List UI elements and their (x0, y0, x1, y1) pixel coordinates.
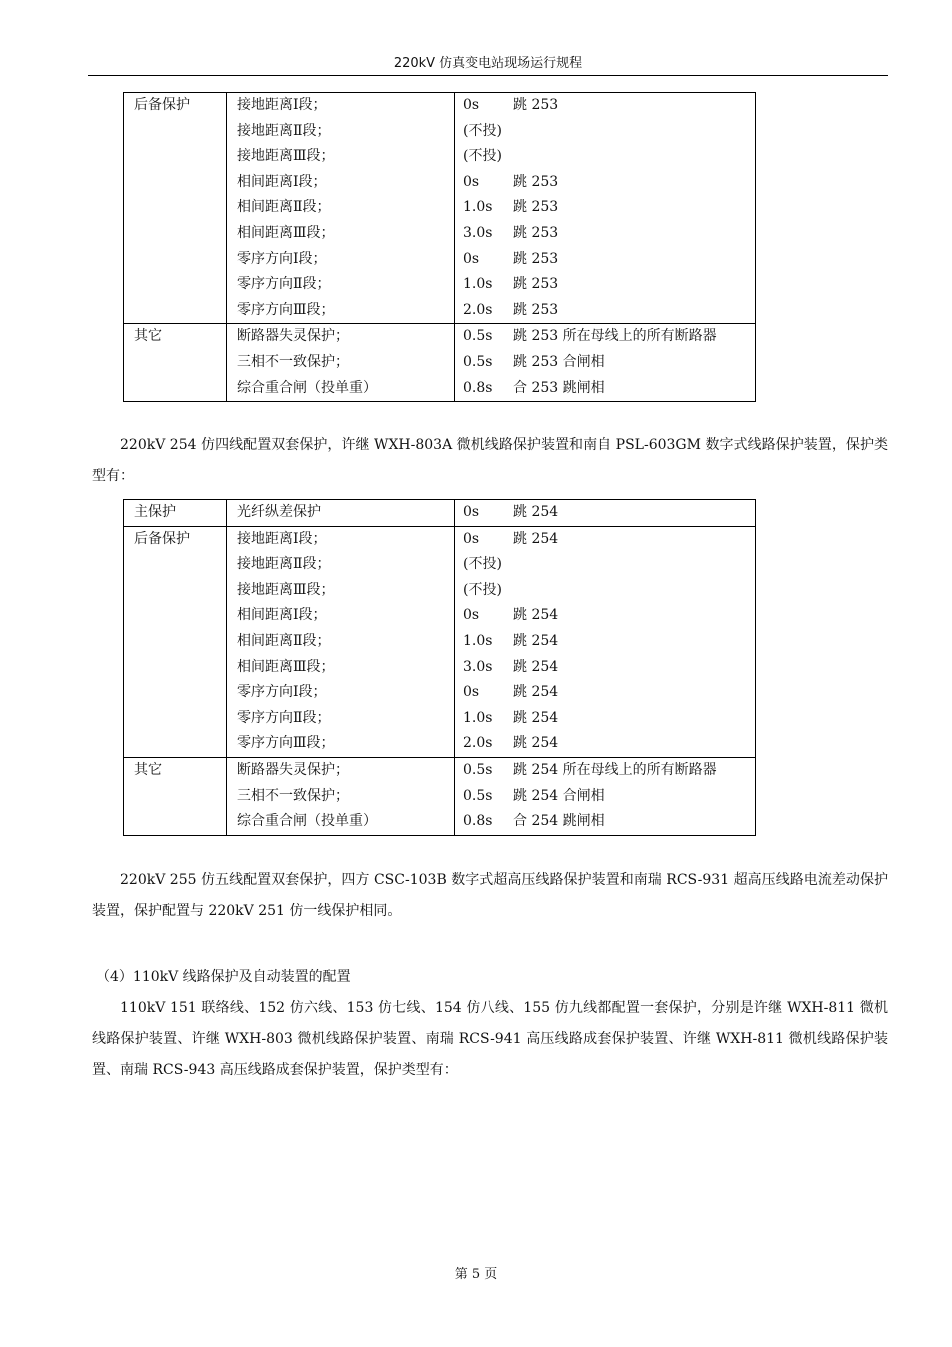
protection-item: 零序方向Ⅱ段； (237, 276, 331, 293)
trip-action: 跳 253 (513, 199, 559, 216)
protection-item: 相间距离Ⅲ段； (237, 224, 335, 241)
protection-item: 零序方向Ⅰ段； (237, 684, 327, 701)
protection-item: 零序方向Ⅲ段； (237, 735, 335, 752)
category-cell (124, 324, 227, 402)
setting-line (463, 324, 755, 350)
protection-items-cell (227, 757, 455, 835)
delay-time: 0s (463, 250, 480, 267)
protection-table-254 (123, 499, 756, 836)
trip-action: 跳 253 (513, 301, 559, 318)
trip-action: 跳 254 (513, 709, 559, 726)
trip-action: 跳 254 (513, 735, 559, 752)
delay-time: (不投) (463, 556, 502, 573)
table-row (124, 93, 756, 324)
delay-time: 1.0s (463, 276, 493, 293)
setting-line (463, 119, 755, 145)
delay-time: 3.0s (463, 224, 493, 241)
delay-time: 0s (463, 607, 480, 624)
trip-action: 合 254 跳闸相 (513, 813, 605, 830)
category-cell (124, 500, 227, 527)
protection-item: 相间距离Ⅱ段； (237, 632, 331, 649)
table-row (124, 757, 756, 835)
delay-time: 0s (463, 684, 480, 701)
category-cell (124, 526, 227, 757)
category-label: 其它 (134, 328, 162, 345)
protection-item: 零序方向Ⅱ段； (237, 709, 331, 726)
protection-item: 三相不一致保护； (237, 787, 349, 804)
protection-items-cell (227, 526, 455, 757)
protection-item: 接地距离Ⅰ段； (237, 530, 327, 547)
trip-action: 跳 254 (513, 504, 559, 520)
paragraph-254-config: 220kV 254 仿四线配置双套保护，许继 WXH-803A 微机线路保护装置和南自 PSL-603GM 数字式线路保护装置，保护类型有： (92, 437, 888, 484)
delay-time: 0.8s (463, 813, 493, 830)
protection-items-cell (227, 500, 455, 527)
protection-item: 三相不一致保护； (237, 353, 349, 370)
table-row (124, 500, 756, 527)
setting-line (463, 784, 755, 810)
protection-item: 接地距离Ⅱ段； (237, 556, 331, 573)
category-cell (124, 757, 227, 835)
setting-line (463, 629, 755, 655)
setting-line (463, 680, 755, 706)
trip-action: 跳 254 (513, 530, 559, 547)
setting-line (463, 195, 755, 221)
category-label: 主保护 (134, 504, 176, 520)
delay-time: 0s (463, 97, 480, 113)
protection-item: 断路器失灵保护； (237, 761, 349, 778)
category-label: 后备保护 (134, 530, 190, 547)
protection-item: 零序方向Ⅰ段； (237, 250, 327, 267)
delay-time: (不投) (463, 148, 502, 165)
setting-line (463, 350, 755, 376)
settings-cell (455, 500, 756, 527)
setting-line (463, 500, 755, 526)
protection-item: 接地距离Ⅱ段； (237, 122, 331, 139)
category-label: 其它 (134, 761, 162, 778)
delay-time: 1.0s (463, 632, 493, 649)
settings-cell (455, 324, 756, 402)
setting-line (463, 552, 755, 578)
trip-action: 跳 253 (513, 276, 559, 293)
delay-time: 1.0s (463, 199, 493, 216)
setting-line (463, 731, 755, 757)
protection-table-253 (123, 92, 756, 402)
trip-action: 跳 254 所在母线上的所有断路器 (513, 761, 717, 778)
setting-line (463, 655, 755, 681)
protection-item: 断路器失灵保护； (237, 328, 349, 345)
settings-cell (455, 757, 756, 835)
delay-time: 0s (463, 173, 480, 190)
trip-action: 跳 254 (513, 632, 559, 649)
table-row (124, 324, 756, 402)
delay-time: (不投) (463, 122, 502, 139)
setting-line (463, 758, 755, 784)
page-header-title: 220kV 仿真变电站现场运行规程 (393, 56, 583, 71)
protection-item: 相间距离Ⅱ段； (237, 199, 331, 216)
category-label: 后备保护 (134, 97, 190, 113)
settings-cell (455, 526, 756, 757)
delay-time: 0.5s (463, 353, 493, 370)
page-number: 第 5 页 (454, 1267, 498, 1282)
delay-time: 3.0s (463, 658, 493, 675)
trip-action: 跳 253 (513, 97, 559, 113)
setting-line (463, 706, 755, 732)
protection-item: 综合重合闸（投单重） (237, 813, 377, 830)
trip-action: 跳 253 合闸相 (513, 353, 605, 370)
section-heading-110kv: （4）110kV 线路保护及自动装置的配置 (96, 969, 351, 985)
protection-item: 接地距离Ⅲ段； (237, 581, 335, 598)
setting-line (463, 221, 755, 247)
delay-time: 0.5s (463, 787, 493, 804)
trip-action: 合 253 跳闸相 (513, 379, 605, 396)
setting-line (463, 298, 755, 324)
protection-item: 接地距离Ⅲ段； (237, 148, 335, 165)
setting-line (463, 272, 755, 298)
settings-cell (455, 93, 756, 324)
setting-line (463, 247, 755, 273)
setting-line (463, 527, 755, 553)
trip-action: 跳 254 (513, 658, 559, 675)
setting-line (463, 376, 755, 402)
protection-item: 相间距离Ⅲ段； (237, 658, 335, 675)
table-row (124, 526, 756, 757)
delay-time: 0.5s (463, 761, 493, 778)
delay-time: 0s (463, 530, 480, 547)
delay-time: 1.0s (463, 709, 493, 726)
protection-item: 相间距离Ⅰ段； (237, 173, 327, 190)
setting-line (463, 170, 755, 196)
trip-action: 跳 254 合闸相 (513, 787, 605, 804)
delay-time: 0s (463, 504, 480, 520)
paragraph-110kv-config: 110kV 151 联络线、152 仿六线、153 仿七线、154 仿八线、155 仿九线都配置一套保护，分别是许继 WXH-811 微机线路保护装置、许继 WXH-803 微机线路保护装置、南瑞 RCS-941 高压线路成套保护装置、许继 WXH-811 微机线路保护装置、南瑞 RCS-943 高压线路成套保护装置，保护类型有： (92, 1000, 888, 1078)
setting-line (463, 93, 755, 119)
trip-action: 跳 253 (513, 224, 559, 241)
delay-time: 2.0s (463, 735, 493, 752)
setting-line (463, 809, 755, 835)
protection-item: 零序方向Ⅲ段； (237, 301, 335, 318)
setting-line (463, 578, 755, 604)
trip-action: 跳 253 (513, 173, 559, 190)
delay-time: 2.0s (463, 301, 493, 318)
trip-action: 跳 253 (513, 250, 559, 267)
delay-time: 0.5s (463, 328, 493, 345)
protection-item: 接地距离Ⅰ段； (237, 97, 327, 113)
delay-time: (不投) (463, 581, 502, 598)
protection-item: 相间距离Ⅰ段； (237, 607, 327, 624)
protection-item: 综合重合闸（投单重） (237, 379, 377, 396)
protection-item: 光纤纵差保护 (237, 504, 321, 520)
trip-action: 跳 254 (513, 607, 559, 624)
protection-items-cell (227, 93, 455, 324)
setting-line (463, 603, 755, 629)
header-rule (88, 75, 888, 76)
delay-time: 0.8s (463, 379, 493, 396)
trip-action: 跳 254 (513, 684, 559, 701)
category-cell (124, 93, 227, 324)
setting-line (463, 144, 755, 170)
protection-items-cell (227, 324, 455, 402)
trip-action: 跳 253 所在母线上的所有断路器 (513, 328, 717, 345)
paragraph-255-config: 220kV 255 仿五线配置双套保护，四方 CSC-103B 数字式超高压线路保护装置和南瑞 RCS-931 超高压线路电流差动保护装置，保护配置与 220kV 251 仿一线保护相同。 (92, 872, 888, 919)
